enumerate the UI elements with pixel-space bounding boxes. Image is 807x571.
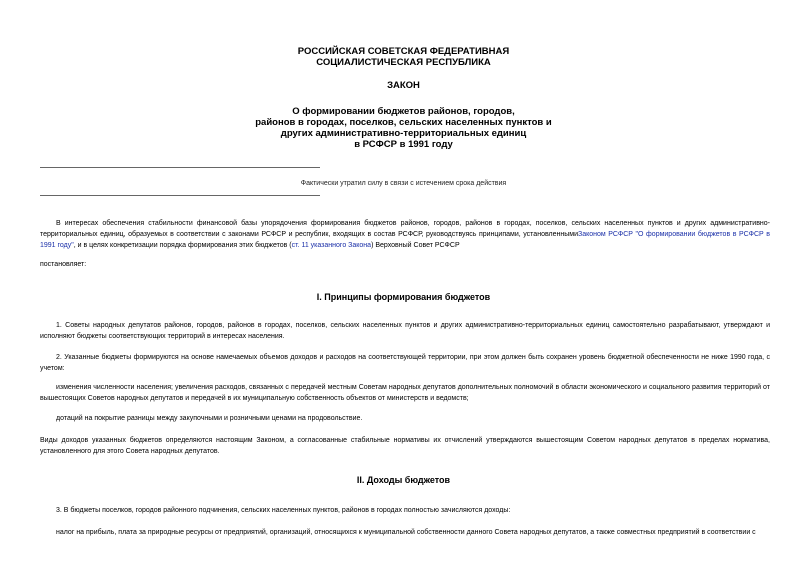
- section-1-paragraph-5: Виды доходов указанных бюджетов определяются настоящим Законом, а согласованные стабильные нормативы их отчислений утверждаются вышестоящим Советом народных депутатов в пределах норматива, установленного для этого Совета народных депутатов.: [40, 437, 770, 455]
- section-1-paragraph-4: дотаций на покрытие разницы между закупочными и розничными ценами на продовольствие.: [56, 415, 363, 422]
- document-title: [0, 106, 807, 150]
- document-header: [0, 46, 807, 68]
- section-1-paragraph-2: 2. Указанные бюджеты формируются на основе намечаемых объемов доходов и расходов на соответствующей территории, при этом должен быть сохранен уровень бюджетной обеспеченности не ниже 1990 года, с учетом:: [40, 354, 770, 372]
- section-1-paragraph-1: 1. Советы народных депутатов районов, городов, районов в городах, поселков, сельских населенных пунктов и других административно-территориальных единиц самостоятельно разрабатывают, утверждают и исполняют бюджеты соответствующих территорий в интересах населения.: [40, 322, 770, 340]
- status-note: Фактически утратил силу в связи с истечением срока действия: [300, 180, 507, 187]
- article-link[interactable]: ст. 11 указанного Закона: [291, 242, 372, 249]
- title-line-1: О формировании бюджетов районов, городов,: [292, 106, 515, 117]
- section-2-paragraph-1: 3. В бюджеты поселков, городов районного подчинения, сельских населенных пунктов, районов в городах полностью зачисляются доходы:: [56, 507, 511, 514]
- law-link[interactable]: Законом РСФСР "О формировании бюджетов в РСФСР в 1991 году": [40, 231, 770, 249]
- section-1-paragraph-3: изменения численности населения; увеличения расходов, связанных с передачей местным Советам народных депутатов дополнительных полномочий в области экономического и социального развития территорий от вышестоящих Советов народных депутатов и передачей в их муниципальную собственность объектов от министерств и ведомств;: [40, 384, 770, 402]
- section-2-title: II. Доходы бюджетов: [356, 475, 451, 485]
- preamble-text-1: В интересах обеспечения стабильности финансовой базы упорядочения формирования бюджетов районов, городов, районов в городах, поселков, сельских населенных пунктов и других административно-территориальных единиц, образуемых в соответствии с законами РСФСР и республик, входящих в состав РСФСР, руководствуясь принципами, установленными: [40, 220, 770, 238]
- divider-bottom: [40, 195, 320, 196]
- header-line-2: СОЦИАЛИСТИЧЕСКАЯ РЕСПУБЛИКА: [316, 57, 491, 68]
- section-2-paragraph-2: налог на прибыль, плата за природные ресурсы от предприятий, организаций, относящихся к муниципальной собственности данного Совета народных депутатов, а также совместных предприятий в соответствии с: [56, 529, 756, 536]
- preamble-text-3: ) Верховный Совет РСФСР: [371, 242, 460, 249]
- title-line-2: районов в городах, поселков, сельских населенных пунктов и: [255, 117, 552, 128]
- document-type: ЗАКОН: [387, 80, 420, 91]
- section-1-title: I. Принципы формирования бюджетов: [316, 292, 491, 302]
- preamble-paragraph: [40, 218, 770, 251]
- divider-top: [40, 167, 320, 168]
- title-line-4: в РСФСР в 1991 году: [354, 139, 453, 150]
- title-line-3: других административно-территориальных единиц: [280, 128, 527, 139]
- resolves-text: постановляет:: [40, 261, 87, 268]
- preamble-text-2: , и в целях конкретизации порядка формирования этих бюджетов (: [73, 242, 292, 249]
- header-line-1: РОССИЙСКАЯ СОВЕТСКАЯ ФЕДЕРАТИВНАЯ: [297, 46, 510, 57]
